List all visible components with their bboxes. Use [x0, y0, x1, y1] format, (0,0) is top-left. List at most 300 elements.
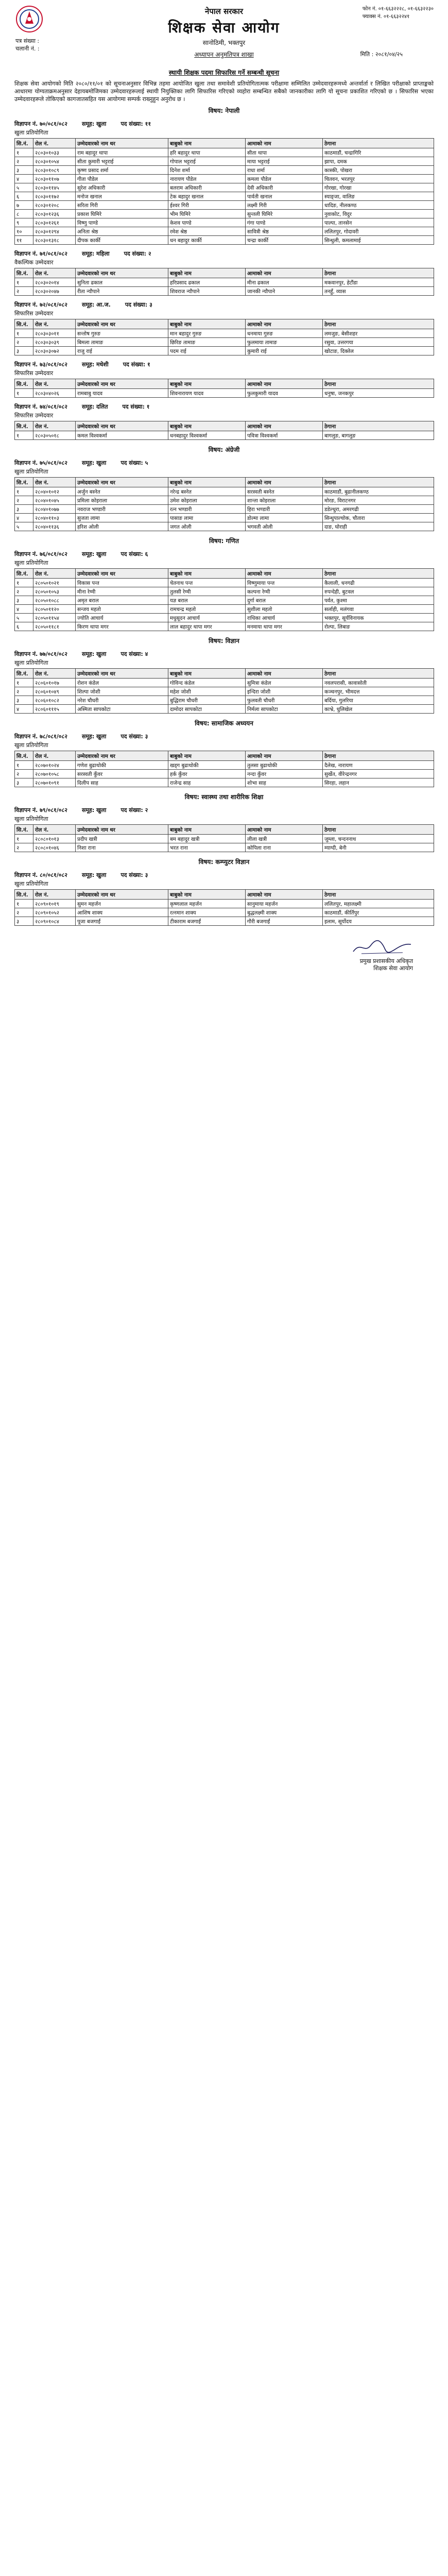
group-label: खुला प्रतियोगिता	[14, 468, 48, 475]
table-cell: सुनिता ढकाल	[76, 278, 168, 287]
table-cell: ललितपुर, महालक्ष्मी	[323, 900, 434, 908]
table-cell: १	[15, 900, 33, 908]
candidate-table	[14, 668, 434, 714]
column-header: बाबुको नाम	[168, 478, 246, 487]
column-header: आमाको नाम	[246, 478, 323, 487]
table-cell: शिल्पा जोशी	[76, 687, 168, 696]
table-cell: स्याङ्जा, वालिङ	[323, 192, 434, 201]
table-cell: इलाम, सूर्योदय	[323, 917, 434, 926]
table-row	[15, 522, 434, 531]
subject-subheading: विषय: स्वास्थ्य तथा शारीरिक शिक्षा	[184, 793, 264, 801]
table-cell: ४	[15, 514, 33, 522]
column-header: बाबुको नाम	[168, 139, 246, 148]
table-cell: छिरिङ तामाङ	[168, 338, 246, 347]
table-cell: दामोदर सापकोटा	[168, 705, 246, 714]
table-cell: बिमला तामाङ	[76, 338, 168, 347]
table-cell: गंगा पाण्डे	[246, 218, 323, 227]
table-cell: २८०३०११०७	[33, 175, 76, 183]
column-header: बाबुको नाम	[168, 669, 246, 679]
table-cell: दिलीप साह	[76, 778, 168, 787]
group-label: सिफारिस उम्मेदवार	[14, 310, 54, 317]
table-row	[15, 338, 434, 347]
table-row	[15, 157, 434, 166]
table-cell: फुलवती चौधरी	[246, 696, 323, 705]
subject-subheading: विषय: कम्प्युटर विज्ञान	[198, 858, 250, 866]
government-name: नेपाल सरकार	[205, 7, 243, 16]
column-header: ठेगाना	[323, 268, 434, 278]
table-row	[15, 347, 434, 355]
table-cell: ६	[15, 622, 33, 631]
table-cell: रोल्पा, लिबाङ	[323, 622, 434, 631]
table-cell: राधिका आचार्य	[246, 614, 323, 622]
candidate-table	[14, 568, 434, 631]
table-cell: कृष्ण प्रसाद शर्मा	[76, 166, 168, 175]
column-header: रोल नं.	[33, 421, 76, 431]
table-cell: ५	[15, 183, 33, 192]
column-header: उम्मेदवारको नाम थर	[76, 319, 168, 329]
table-cell: प्रमिला कोइराला	[76, 496, 168, 505]
table-cell: राधा शर्मा	[246, 166, 323, 175]
advertisement-heading	[14, 550, 434, 558]
table-cell: २८०८०१०१३	[33, 835, 76, 843]
table-cell: अर्जुन बस्नेत	[76, 487, 168, 496]
advertisement-heading	[14, 871, 434, 879]
table-cell: जुम्ला, चन्दननाथ	[323, 835, 434, 843]
letterhead	[14, 3, 434, 66]
column-header: बाबुको नाम	[168, 379, 246, 389]
table-cell: २	[15, 843, 33, 852]
table-cell: २८०९०१०८४	[33, 917, 76, 926]
table-row	[15, 778, 434, 787]
candidate-category: समूह: खुला	[81, 121, 107, 127]
table-cell: बुद्धिराम चौधरी	[168, 696, 246, 705]
candidate-category: समूह: दलित	[81, 403, 108, 410]
table-row	[15, 278, 434, 287]
column-header: उम्मेदवारको नाम थर	[76, 825, 168, 835]
table-row	[15, 605, 434, 614]
seat-count: पद संख्या: ३	[125, 301, 152, 308]
column-header: ठेगाना	[323, 319, 434, 329]
table-cell: ८	[15, 210, 33, 218]
subject-subheading: विषय: विज्ञान	[209, 637, 239, 645]
column-header: ठेगाना	[323, 751, 434, 761]
column-header: ठेगाना	[323, 825, 434, 835]
table-header-row	[15, 890, 434, 900]
table-cell: २८०३०१०५४	[33, 157, 76, 166]
advertisement-number: विज्ञापन नं. ७८/०८१/०८२	[14, 733, 67, 740]
table-cell: रामचन्द्र महतो	[168, 605, 246, 614]
column-header: उम्मेदवारको नाम थर	[76, 268, 168, 278]
table-cell: २	[15, 496, 33, 505]
column-header: सि.नं.	[15, 751, 33, 761]
table-cell: माया भट्टराई	[246, 157, 323, 166]
column-header: ठेगाना	[323, 669, 434, 679]
table-row	[15, 835, 434, 843]
table-cell: धनमाया गुरुङ	[246, 329, 323, 338]
table-cell: दीपक कार्की	[76, 236, 168, 245]
column-header: सि.नं.	[15, 478, 33, 487]
table-cell: रुपन्देही, बुटवल	[323, 587, 434, 596]
table-cell: २८०३०२०४७	[33, 287, 76, 296]
contact-block	[363, 5, 434, 21]
table-cell: २८०३०१२६१	[33, 218, 76, 227]
table-cell: पासाङ लामा	[168, 514, 246, 522]
column-header: आमाको नाम	[246, 825, 323, 835]
seat-count: पद संख्या: ५	[120, 460, 148, 466]
column-header: आमाको नाम	[246, 379, 323, 389]
candidate-table	[14, 268, 434, 296]
table-cell: गीता पौडेल	[76, 175, 168, 183]
table-cell: लीला खत्री	[246, 835, 323, 843]
column-header: बाबुको नाम	[168, 890, 246, 900]
table-row	[15, 679, 434, 687]
table-cell: १०	[15, 227, 33, 236]
table-cell: गोरखा, गोरखा	[323, 183, 434, 192]
table-cell: काठमाडौं, चन्द्रागिरि	[323, 148, 434, 157]
table-row	[15, 496, 434, 505]
table-cell: ३	[15, 778, 33, 787]
table-header-row	[15, 751, 434, 761]
column-header: रोल नं.	[33, 139, 76, 148]
column-header: सि.नं.	[15, 569, 33, 579]
column-header: ठेगाना	[323, 139, 434, 148]
table-cell: २८०३०१३१८	[33, 236, 76, 245]
column-header: सि.नं.	[15, 825, 33, 835]
table-cell: दुर्गा बराल	[246, 596, 323, 605]
column-header: रोल नं.	[33, 569, 76, 579]
column-header: बाबुको नाम	[168, 268, 246, 278]
table-cell: लाल बहादुर थापा मगर	[168, 622, 246, 631]
table-row	[15, 192, 434, 201]
seat-count: पद संख्या: ४	[120, 651, 148, 657]
table-cell: १	[15, 761, 33, 770]
table-header-row	[15, 421, 434, 431]
table-cell: डोल्मा लामा	[246, 514, 323, 522]
column-header: बाबुको नाम	[168, 825, 246, 835]
column-header: सि.नं.	[15, 319, 33, 329]
table-row	[15, 900, 434, 908]
advertisement-number: विज्ञापन नं. ७९/०८१/०८२	[14, 807, 67, 814]
advertisement-heading	[14, 459, 434, 467]
table-cell: मनोज खनाल	[76, 192, 168, 201]
table-header-row	[15, 478, 434, 487]
table-cell: काभ्रे, धुलिखेल	[323, 705, 434, 714]
column-header: सि.नं.	[15, 379, 33, 389]
table-cell: अनिता श्रेष्ठ	[76, 227, 168, 236]
table-header-row	[15, 139, 434, 148]
advertisement-number: विज्ञापन नं. ७३/०८१/०८२	[14, 361, 67, 368]
table-cell: २८०३०१२०८	[33, 201, 76, 210]
table-cell: २८०३०५०१८	[33, 431, 76, 440]
column-header: ठेगाना	[323, 478, 434, 487]
table-cell: कृष्णलाल महर्जन	[168, 900, 246, 908]
table-cell: २	[15, 770, 33, 778]
column-header: उम्मेदवारको नाम थर	[76, 421, 168, 431]
column-header: उम्मेदवारको नाम थर	[76, 751, 168, 761]
table-cell: फुलमाया तामाङ	[246, 338, 323, 347]
table-row	[15, 210, 434, 218]
candidate-category: समूह: खुला	[81, 551, 107, 557]
notice-title: स्थायी शिक्षक पदमा सिफारिस गर्ने सम्बन्धी सूचना	[168, 69, 280, 76]
column-header: उम्मेदवारको नाम थर	[76, 379, 168, 389]
table-cell: ४	[15, 175, 33, 183]
table-cell: ४	[15, 605, 33, 614]
table-cell: विष्णुमाया पन्त	[246, 579, 323, 587]
table-cell: दैलेख, नारायण	[323, 761, 434, 770]
notice-body: शिक्षक सेवा आयोगको मिति २०८०/११/०१ को सूचनाअनुसार विभिन्न तहमा आयोजित खुला तथा समावेशी प्रतियोगितात्मक परीक्षामा सम्मिलित उम्मेदवारहरूमध्ये अन्तर्वार्ता र लिखित परीक्षाको प्राप्ताङ्कको आधारमा योग्यताक्रमअनुसार देहायबमोजिमका उम्मेदवारहरूलाई स्थायी नियुक्तिका लागि सिफारिस गरिएको व्यहोरा सम्बन्धित सबैको जानकारीका लागि यो सूचना प्रकाशित गरिएको छ । सिफारिस भएका उम्मेदवारहरूले तोकिएको कागजातसहित यस आयोगमा सम्पर्क राख्नुहुन अनुरोध छ ।	[14, 80, 434, 103]
column-header: सि.नं.	[15, 139, 33, 148]
table-cell: नारायण पौडेल	[168, 175, 246, 183]
advertisement-heading	[14, 361, 434, 368]
table-cell: तुलसी रेग्मी	[168, 587, 246, 596]
table-cell: पार्वती खनाल	[246, 192, 323, 201]
table-header-row	[15, 268, 434, 278]
column-header: ठेगाना	[323, 421, 434, 431]
section-name: अध्यापन अनुमतिपत्र शाखा	[194, 51, 254, 58]
table-cell: देवी अधिकारी	[246, 183, 323, 192]
table-row	[15, 236, 434, 245]
table-cell: पदम राई	[168, 347, 246, 355]
table-cell: खोटाङ, दिक्तेल	[323, 347, 434, 355]
table-cell: हर्क कुँवर	[168, 770, 246, 778]
table-row	[15, 183, 434, 192]
table-cell: मान बहादुर गुरुङ	[168, 329, 246, 338]
table-cell: हिरा भण्डारी	[246, 505, 323, 514]
table-cell: २८०६०१०१७	[33, 679, 76, 687]
table-cell: केशव पाण्डे	[168, 218, 246, 227]
column-header: आमाको नाम	[246, 421, 323, 431]
seat-count: पद संख्या: ११	[120, 121, 151, 127]
table-cell: धनुषा, जनकपुर	[323, 389, 434, 398]
seat-count: पद संख्या: १	[123, 361, 150, 368]
column-header: बाबुको नाम	[168, 421, 246, 431]
column-header: उम्मेदवारको नाम थर	[76, 139, 168, 148]
table-cell: ईश्वर गिरी	[168, 201, 246, 210]
table-row	[15, 687, 434, 696]
table-cell: कोपिला राना	[246, 843, 323, 852]
group-label: सिफारिस उम्मेदवार	[14, 412, 54, 419]
table-cell: गौरी बजगाईं	[246, 917, 323, 926]
advertisement-heading	[14, 733, 434, 740]
table-cell: यज्ञ बराल	[168, 596, 246, 605]
table-cell: २	[15, 687, 33, 696]
group-label: खुला प्रतियोगिता	[14, 129, 48, 136]
table-cell: २८०५०११२०	[33, 605, 76, 614]
table-cell: सुन्तली घिमिरे	[246, 210, 323, 218]
table-cell: २८०५०१०८८	[33, 596, 76, 605]
table-cell: मोरङ, विराटनगर	[323, 496, 434, 505]
table-cell: सिरहा, लहान	[323, 778, 434, 787]
column-header: बाबुको नाम	[168, 751, 246, 761]
table-cell: धादिङ, नीलकण्ठ	[323, 201, 434, 210]
column-header: ठेगाना	[323, 569, 434, 579]
table-cell: सुशीला महतो	[246, 605, 323, 614]
column-header: रोल नं.	[33, 478, 76, 487]
table-row	[15, 579, 434, 587]
table-cell: सर्लाही, मलंगवा	[323, 605, 434, 614]
table-cell: रामबाबु यादव	[76, 389, 168, 398]
candidate-table	[14, 751, 434, 787]
column-header: आमाको नाम	[246, 319, 323, 329]
table-cell: २	[15, 157, 33, 166]
advertisement-number: विज्ञापन नं. ७१/०८१/०८२	[14, 250, 67, 257]
table-cell: सुरेश अधिकारी	[76, 183, 168, 192]
column-header: आमाको नाम	[246, 669, 323, 679]
notice-page	[7, 0, 441, 982]
table-cell: २८०५०११८१	[33, 622, 76, 631]
table-cell: डडेल्धुरा, अमरगढी	[323, 505, 434, 514]
table-cell: सरिता गिरी	[76, 201, 168, 210]
subject-heading: विषय: नेपाली	[208, 107, 240, 114]
table-cell: २८०३०२०१४	[33, 278, 76, 287]
table-cell: तनहुँ, व्यास	[323, 287, 434, 296]
table-cell: २८०३०१०३३	[33, 148, 76, 157]
table-cell: सरस्वती कुँवर	[76, 770, 168, 778]
table-cell: म्याग्दी, बेनी	[323, 843, 434, 852]
table-cell: टेक बहादुर खनाल	[168, 192, 246, 201]
table-cell: कल्पना रेग्मी	[246, 587, 323, 596]
table-cell: ३	[15, 505, 33, 514]
table-row	[15, 622, 434, 631]
table-cell: दाङ, घोराही	[323, 522, 434, 531]
table-cell: २८०३०४०२६	[33, 389, 76, 398]
table-cell: ४	[15, 705, 33, 714]
table-cell: कमला पौडेल	[246, 175, 323, 183]
column-header: रोल नं.	[33, 379, 76, 389]
signer-office: शिक्षक सेवा आयोग	[373, 965, 413, 972]
advertisement-number: विज्ञापन नं. ७२/०८१/०८२	[14, 301, 67, 308]
table-cell: कास्की, पोखरा	[323, 166, 434, 175]
candidate-table	[14, 319, 434, 355]
table-cell: १	[15, 389, 33, 398]
table-cell: २८०५०११५४	[33, 614, 76, 622]
table-cell: कमल विश्वकर्मा	[76, 431, 168, 440]
table-cell: सरस्वती बस्नेत	[246, 487, 323, 496]
table-cell: १	[15, 679, 33, 687]
advertisement-number: विज्ञापन नं. ७६/०८१/०८२	[14, 551, 67, 557]
table-cell: ५	[15, 614, 33, 622]
table-cell: ज्योति आचार्य	[76, 614, 168, 622]
table-cell: हरिप्रसाद ढकाल	[168, 278, 246, 287]
table-cell: कञ्चनपुर, भीमदत्त	[323, 687, 434, 696]
table-cell: बलराम अधिकारी	[168, 183, 246, 192]
table-cell: २८०३०११७२	[33, 192, 76, 201]
advertisement-heading	[14, 806, 434, 814]
table-cell: २८०९०१०१९	[33, 900, 76, 908]
table-cell: लमजुङ, बेसीशहर	[323, 329, 434, 338]
table-cell: सुमन महर्जन	[76, 900, 168, 908]
table-cell: पवित्रा विश्वकर्मा	[246, 431, 323, 440]
table-cell: २८०३०१२३६	[33, 210, 76, 218]
table-cell: धन बहादुर कार्की	[168, 236, 246, 245]
candidate-category: समूह: खुला	[81, 460, 107, 466]
table-row	[15, 329, 434, 338]
table-cell: विष्णु पाण्डे	[76, 218, 168, 227]
advertisement-number: विज्ञापन नं. ७७/०८१/०८२	[14, 651, 67, 657]
table-row	[15, 148, 434, 157]
signature-block	[14, 938, 434, 972]
table-cell: मीना ढकाल	[246, 278, 323, 287]
advertisement-heading	[14, 250, 434, 258]
column-header: रोल नं.	[33, 825, 76, 835]
table-cell: राजु राई	[76, 347, 168, 355]
table-cell: सावित्री श्रेष्ठ	[246, 227, 323, 236]
fax-number: फ्याक्स नं. ०१-६६३२२४१	[362, 14, 410, 20]
table-cell: २८०९०१०५२	[33, 908, 76, 917]
column-header: आमाको नाम	[246, 569, 323, 579]
table-cell: २८०३०३०३९	[33, 338, 76, 347]
table-cell: लक्ष्मी गिरी	[246, 201, 323, 210]
table-cell: ललितपुर, गोदावरी	[323, 227, 434, 236]
table-cell: झापा, दमक	[323, 157, 434, 166]
table-cell: विकास पन्त	[76, 579, 168, 587]
table-cell: पर्वत, कुश्मा	[323, 596, 434, 605]
candidate-category: समूह: मधेशी	[81, 361, 109, 368]
table-cell: बर्दिया, गुलरिया	[323, 696, 434, 705]
table-cell: २८०३०३०११	[33, 329, 76, 338]
table-cell: कुमारी राई	[246, 347, 323, 355]
table-cell: मकवानपुर, हेटौंडा	[323, 278, 434, 287]
table-cell: मनमाया थापा मगर	[246, 622, 323, 631]
table-cell: २	[15, 338, 33, 347]
table-cell: ६	[15, 192, 33, 201]
candidate-category: समूह: आ.ज.	[81, 301, 111, 308]
table-cell: २८०६०१११५	[33, 705, 76, 714]
table-cell: २८०३०१०८९	[33, 166, 76, 175]
group-label: सिफारिस उम्मेदवार	[14, 370, 54, 377]
table-row	[15, 505, 434, 514]
table-cell: २८०३०११४५	[33, 183, 76, 192]
table-cell: रत्न भण्डारी	[168, 505, 246, 514]
table-cell: ९	[15, 218, 33, 227]
group-label: खुला प्रतियोगिता	[14, 659, 48, 666]
table-cell: धनबहादुर विश्वकर्मा	[168, 431, 246, 440]
table-cell: शोभा साह	[246, 778, 323, 787]
group-label: खुला प्रतियोगिता	[14, 880, 48, 887]
table-header-row	[15, 319, 434, 329]
column-header: आमाको नाम	[246, 890, 323, 900]
advertisement-heading	[14, 120, 434, 128]
table-cell: १	[15, 579, 33, 587]
table-cell: प्रकाश घिमिरे	[76, 210, 168, 218]
notice-date: मिति : २०८१/०४/२५	[360, 51, 403, 58]
candidate-table	[14, 421, 434, 440]
table-cell: २८०७०१०२४	[33, 761, 76, 770]
table-cell: २८०८०१०४६	[33, 843, 76, 852]
table-row	[15, 287, 434, 296]
table-cell: अस्मिता सापकोटा	[76, 705, 168, 714]
advertisement-number: विज्ञापन नं. ८०/०८१/०८२	[14, 872, 67, 878]
table-row	[15, 761, 434, 770]
candidate-table	[14, 138, 434, 245]
advertisement-number: विज्ञापन नं. ७५/०८१/०८२	[14, 460, 67, 466]
table-cell: २	[15, 287, 33, 296]
commission-name: शिक्षक सेवा आयोग	[168, 19, 280, 36]
group-label: खुला प्रतियोगिता	[14, 742, 48, 749]
table-cell: राम बहादुर थापा	[76, 148, 168, 157]
table-cell: सुर्खेत, वीरेन्द्रनगर	[323, 770, 434, 778]
table-cell: बागलुङ, बागलुङ	[323, 431, 434, 440]
table-row	[15, 218, 434, 227]
table-cell: २८०३०३०७२	[33, 347, 76, 355]
column-header: रोल नं.	[33, 669, 76, 679]
table-cell: हरि बहादुर थापा	[168, 148, 246, 157]
table-cell: २८०४०११३६	[33, 522, 76, 531]
signer-title: प्रमुख प्रशासकीय अधिकृत	[359, 958, 413, 964]
signature-icon	[351, 938, 413, 956]
column-header: ठेगाना	[323, 890, 434, 900]
table-cell: नवराज भण्डारी	[76, 505, 168, 514]
